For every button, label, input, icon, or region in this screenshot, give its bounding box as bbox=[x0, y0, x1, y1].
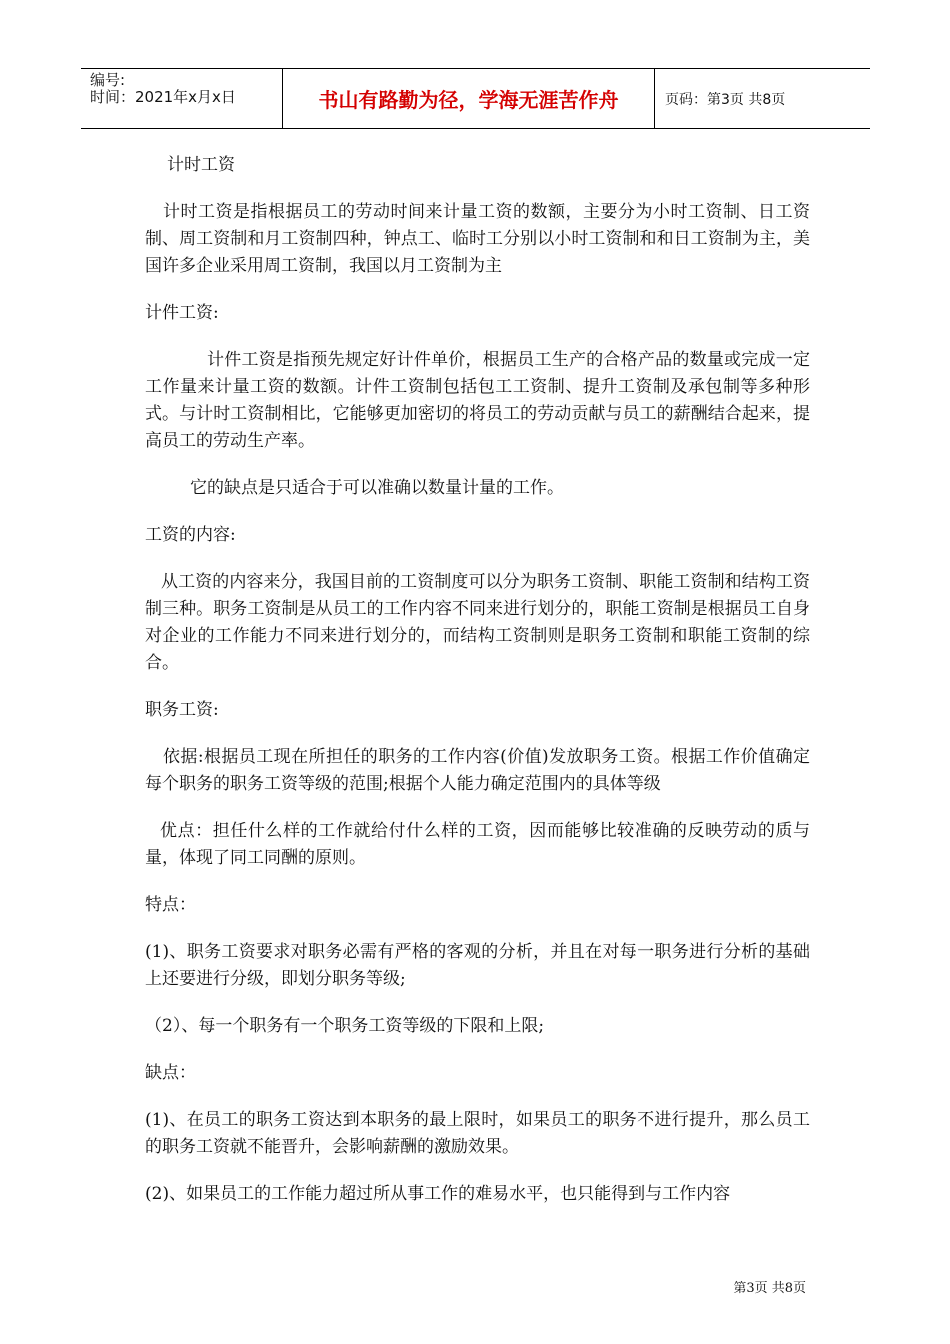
time-label: 时间：2021年x月x日 bbox=[90, 88, 236, 106]
paragraph: 它的缺点是只适合于可以准确以数量计量的工作。 bbox=[190, 478, 564, 498]
paragraph: 计时工资是指根据员工的劳动时间来计量工资的数额，主要分为小时工资制、日工资制、周工资制和月工资制四种，钟点工、临时工分别以小时工资制和和日工资制为主，美国许多企业采用周工资制，我国以月工资制为主 bbox=[145, 202, 810, 276]
paragraph: 工资的内容: bbox=[145, 525, 236, 545]
paragraph: 特点： bbox=[145, 895, 196, 915]
page-header bbox=[81, 68, 870, 129]
paragraph: 计件工资是指预先规定好计件单价，根据员工生产的合格产品的数量或完成一定工作量来计量工资的数额。计件工资制包括包工工资制、提升工资制及承包制等多种形式。与计时工资制相比，它能够更加密切的将员工的劳动贡献与员工的薪酬结合起来，提高员工的劳动生产率。 bbox=[145, 350, 810, 451]
paragraph: （2）、每一个职务有一个职务工资等级的下限和上限; bbox=[145, 1016, 545, 1036]
header-motto: 书山有路勤为径，学海无涯苦作舟 bbox=[283, 69, 655, 128]
paragraph: (1)、在员工的职务工资达到本职务的最上限时，如果员工的职务不进行提升，那么员工的职务工资就不能晋升，会影响薪酬的激励效果。 bbox=[145, 1110, 810, 1157]
paragraph: 缺点： bbox=[145, 1063, 196, 1083]
paragraph: 职务工资: bbox=[145, 700, 219, 720]
paragraph: 优点：担任什么样的工作就给付什么样的工资，因而能够比较准确的反映劳动的质与量，体现了同工同酬的原则。 bbox=[145, 821, 810, 868]
header-meta bbox=[81, 69, 283, 128]
paragraph: 计时工资 bbox=[167, 155, 235, 175]
document-body bbox=[145, 152, 810, 1228]
page-footer: 第3页 共8页 bbox=[733, 1281, 806, 1296]
header-page-info: 页码：第3页 共8页 bbox=[665, 91, 786, 108]
paragraph: 从工资的内容来分，我国目前的工资制度可以分为职务工资制、职能工资制和结构工资制三种。职务工资制是从员工的工作内容不同来进行划分的，职能工资制是根据员工自身对企业的工作能力不同来进行划分的，而结构工资制则是职务工资制和职能工资制的综合。 bbox=[145, 572, 810, 673]
number-label: 编号: bbox=[90, 71, 126, 89]
paragraph: 依据:根据员工现在所担任的职务的工作内容(价值)发放职务工资。根据工作价值确定每个职务的职务工资等级的范围;根据个人能力确定范围内的具体等级 bbox=[145, 747, 810, 794]
paragraph: (1)、职务工资要求对职务必需有严格的客观的分析，并且在对每一职务进行分析的基础上还要进行分级，即划分职务等级; bbox=[145, 942, 810, 989]
paragraph: 计件工资: bbox=[145, 303, 219, 323]
paragraph: (2)、如果员工的工作能力超过所从事工作的难易水平，也只能得到与工作内容 bbox=[145, 1184, 731, 1204]
